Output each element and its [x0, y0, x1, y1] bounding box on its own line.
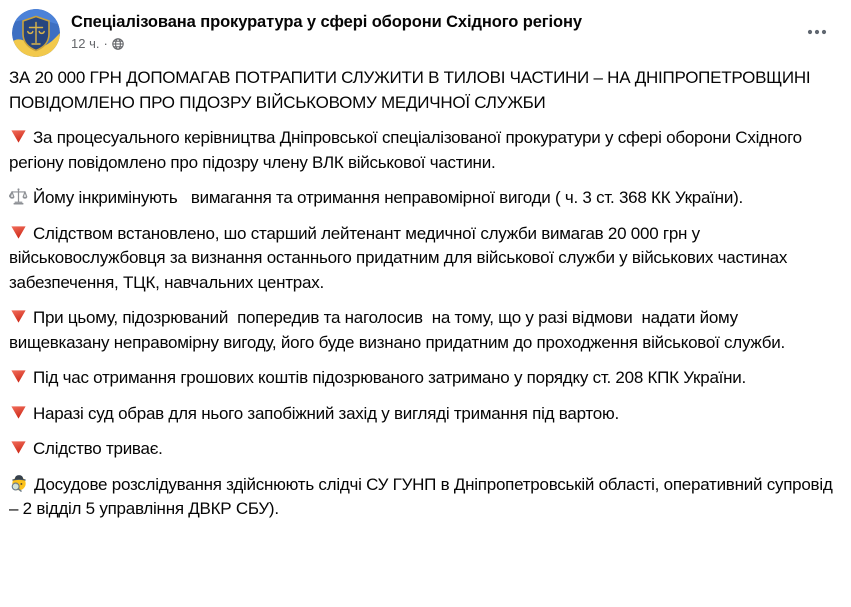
red-triangle-icon — [9, 367, 28, 386]
page-name[interactable]: Спеціалізована прокуратура у сфері оборони Східного регіону — [71, 13, 582, 31]
post-text: Йому інкримінують вимагання та отримання неправомірної вигоди ( ч. 3 ст. 368 КК України). — [33, 188, 743, 207]
post-text: Наразі суд обрав для нього запобіжний захід у вигляді тримання під вартою. — [33, 403, 619, 423]
post-paragraph — [9, 306, 841, 355]
post-text: При цьому, підозрюваний попередив та наголосив на тому, що у разі відмови надати йому вищевказану неправомірну вигоду, його буде визнано придатним до проходження військової служби. — [9, 308, 785, 352]
post-text: Слідство триває. — [33, 439, 163, 458]
post-paragraph — [9, 473, 841, 522]
post-paragraph — [9, 402, 841, 427]
post-paragraph — [9, 186, 841, 211]
page-avatar[interactable] — [12, 9, 60, 57]
post-text: Досудове розслідування здійснюють слідчі СУ ГУНП в Дніпропетровській області, оперативний супровід – 2 відділ 5 управління ДВКР СБУ). — [9, 474, 838, 518]
post-text: Слідством встановлено, шо старший лейтенант медичної служби вимагав 20 000 грн у військовослужбовця за визнання останнього придатним для військової служби у військових частинах забезпечення, ТЦК, навчальних центрах. — [9, 223, 792, 292]
post-header — [0, 0, 851, 59]
red-triangle-icon — [9, 438, 28, 457]
prosecutor-emblem-icon — [12, 9, 60, 57]
header-info — [71, 9, 582, 51]
post-paragraph — [9, 66, 841, 115]
post-meta — [71, 36, 582, 51]
red-triangle-icon — [9, 307, 28, 326]
post-paragraph — [9, 437, 841, 462]
detective-icon — [9, 473, 29, 493]
post-paragraph — [9, 222, 841, 296]
red-triangle-icon — [9, 223, 28, 242]
globe-icon — [112, 38, 124, 50]
post-timestamp[interactable]: 12 ч. — [71, 36, 100, 51]
red-triangle-icon — [9, 127, 28, 146]
scales-icon — [9, 187, 28, 206]
post-paragraph — [9, 366, 841, 391]
post-paragraph — [9, 126, 841, 175]
post-text: За процесуального керівництва Дніпровської спеціалізованої прокуратури у сфері оборони Східного регіону повідомлено про підозру члену ВЛК військової частини. — [9, 128, 807, 172]
meta-dot: · — [103, 36, 108, 51]
more-options-button[interactable] — [799, 19, 835, 45]
post-text: Під час отримання грошових коштів підозрюваного затримано у порядку ст. 208 КПК України. — [33, 368, 746, 387]
post-body — [0, 59, 851, 522]
ellipsis-icon — [805, 20, 829, 44]
post-headline: ЗА 20 000 ГРН ДОПОМАГАВ ПОТРАПИТИ СЛУЖИТИ В ТИЛОВІ ЧАСТИНИ – НА ДНІПРОПЕТРОВЩИНІ ПОВІДОМЛЕНО ПРО ПІДОЗРУ ВІЙСЬКОВОМУ МЕДИЧНОЇ СЛУЖБИ — [9, 68, 815, 112]
red-triangle-icon — [9, 403, 28, 422]
